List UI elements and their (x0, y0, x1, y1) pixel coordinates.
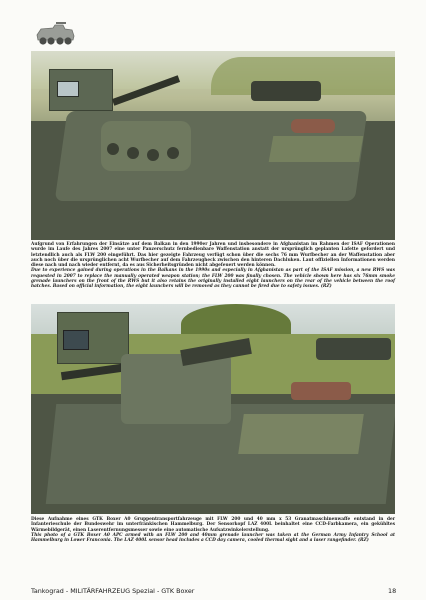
vehicle-roof-photo-top (31, 51, 395, 240)
photo-caption-bottom (31, 517, 395, 543)
caption-english: This photo of a GTK Boxer A0 APC armed with an FLW 200 and 40mm grenade launcher was taken at the German Army Infantry School at Hammelburg in Lower Franconia. The LAZ 400L sensor head includes a CCD day camera, cooled thermal sight and a laser rangefinder. (RZ) (31, 532, 395, 544)
caption-english: Due to experience gained during operations in the Balkans in the 1990s and especially in Afghanistan as part of the ISAF mission, a new RWS was requested in 2007 to replace the manually operated weapon station; the FLW 200 was finally chosen. The vehicle shown here has six 76mm smoke grenade launchers on the front of the RWS but it also retains the originally installed eight launchers on the rear of the vehicle between the roof hatches. Based on official information, the eight launchers will be removed as they cannot be fired due to safety issues. (RZ) (31, 268, 395, 290)
book-title-footer: Tankograd - MILITÄRFAHRZEUG Spezial - GTK Boxer (31, 587, 195, 595)
caption-german: Aufgrund von Erfahrungen der Einsätze auf dem Balkan in den 1990er Jahren und insbesondere in Afghanistan im Rahmen der ISAF Operationen wurde im Laufe des Jahres 2007 eine unter Panzerschutz fernbedienbare Waffenstation anstatt der ursprünglich geplanten Lafette gefordert und letztendlich auch als FLW 200 eingeführt. Das hier gezeigte Fahrzeug verfügt schon über die sechs 76 mm Wurfbecher an der Waffenstation aber auch noch über die ursprünglichen acht Wurfbecher auf dem Fahrzeugheck zwischen den hinteren Dachluken. Laut offiziellen Informationen werden diese nach und nach wieder entfernt, da es aus Sicherheitsgründen nicht abgefeuert werden können. (31, 242, 395, 269)
wheeled-armored-vehicle-icon (33, 21, 77, 47)
caption-german: Diese Aufnahme eines GTK Boxer A0 Gruppentransportfahrzeuge mit FLW 200 und 40 mm x 53 Granatmaschinenwaffe entstand in der Infanterieschule der Bundeswehr im unterfränkischen Hammelburg. Der Sensorkopf LAZ 400L beinhaltet eine CCD-Farbkamera, ein gekühltes Wärmebildgerät, einen Laserentfernungsmesser sowie eine automatische Aufsatzwinkelerstellung. (31, 517, 395, 533)
photo-caption-top (31, 242, 395, 290)
page-number: 18 (388, 587, 397, 595)
vehicle-weapon-station-photo-bottom (31, 304, 395, 514)
